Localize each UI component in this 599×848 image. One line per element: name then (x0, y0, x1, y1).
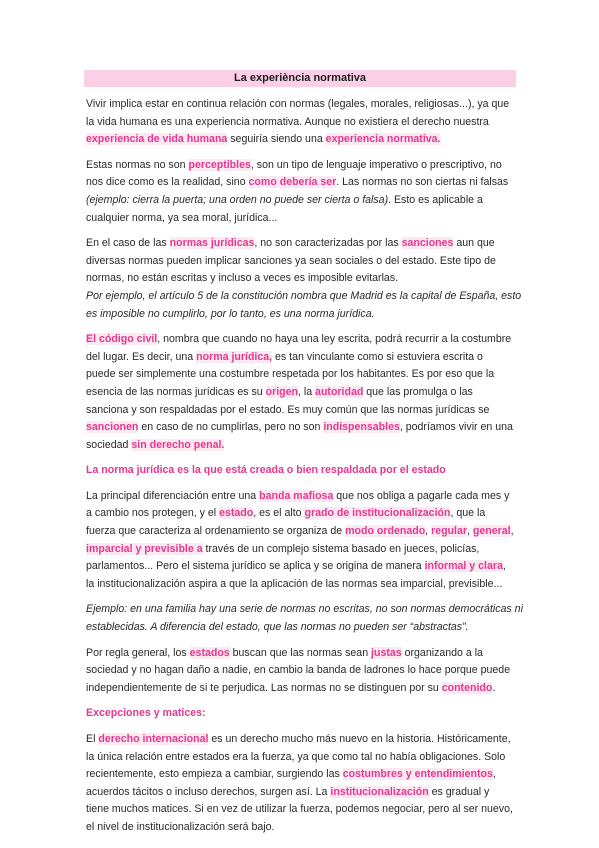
text-line (86, 645, 516, 663)
text-line (86, 766, 516, 784)
text-run: , (492, 768, 496, 781)
text-line (86, 384, 516, 402)
text-line: sociedad y no hagan daño a nadie, en cambio la banda de ladrones lo hace porque puede (86, 664, 511, 677)
text-line (86, 784, 516, 802)
text-line (86, 680, 516, 698)
text-run: recientemente, esto empieza a cambiar, surgiendo las (86, 768, 343, 781)
example-text: establecidas. A diferencia del estado, que las normas no pueden ser “abstractas”. (86, 621, 469, 634)
highlight-term: perceptibles (188, 158, 251, 171)
highlight-term: experiencia normativa. (325, 133, 441, 146)
text-run: independientemente de si te perjudica. Las normas no se distinguen por su (86, 681, 442, 694)
text-line (86, 349, 516, 367)
highlight-term: origen (265, 385, 298, 398)
text-run: , la (297, 385, 316, 398)
text-run: buscan que las normas sean (229, 646, 372, 659)
text-line (86, 157, 516, 175)
example-text: (ejemplo: cierra la puerta; una orden no puede ser cierta o falsa) (86, 193, 389, 206)
example-text: Por ejemplo, el artículo 5 de la constitución nombra que Madrid es la capital de España, esto (86, 289, 522, 302)
highlight-term: norma jurídica, (196, 350, 273, 363)
highlight-term: justas (371, 646, 402, 659)
highlight-term: normas jurídicas (169, 237, 255, 250)
text-run: aun que (453, 237, 495, 250)
text-run: sociedad (86, 438, 132, 451)
highlight-term: imparcial y previsible a (86, 542, 203, 555)
paragraph-derecho-internacional (86, 731, 516, 837)
section-heading: Excepciones y matices: (86, 707, 206, 720)
text-run: , son un tipo de lenguaje imperativo o prescriptivo, no (250, 158, 502, 171)
text-line (86, 192, 516, 210)
text-run: organizando a la (401, 646, 483, 659)
highlight-term: sancionen (86, 421, 139, 434)
text-line (86, 331, 516, 349)
text-run: esencia de las normas jurídicas es su (86, 385, 266, 398)
text-run: , es el alto (253, 507, 305, 520)
text-run: fuerza que caracteriza al ordenamiento se organiza de (86, 525, 346, 538)
highlight-term: experiencia de vida humana (86, 133, 228, 146)
paragraph-perceptibles (86, 157, 516, 227)
text-run: , (466, 525, 473, 538)
highlight-term: estado (219, 507, 254, 520)
text-line: la institucionalización aspira a que la aplicación de las normas sea imparcial, previsible... (86, 577, 503, 590)
text-line (86, 731, 516, 749)
text-run: , no son caracterizadas por las (254, 237, 402, 250)
text-run: En el caso de las (86, 237, 170, 250)
text-line (86, 235, 516, 253)
highlight-term: como debería ser (248, 176, 337, 189)
highlight-term: banda mafiosa (259, 489, 334, 502)
text-line (86, 437, 516, 455)
text-line (86, 488, 516, 506)
text-line: normas, no están escritas y incluso a veces es imposible evitarlas. (86, 272, 399, 285)
highlight-term: regular (431, 525, 467, 538)
highlight-term: contenido (441, 681, 493, 694)
text-line: puede ser simplemente una costumbre respetada por los habitantes. Es por eso que la (86, 368, 495, 381)
paragraph-intro (86, 96, 516, 149)
text-run: es gradual y (428, 785, 490, 798)
text-line (86, 541, 516, 559)
text-line: el nivel de institucionalización será bajo. (86, 820, 275, 833)
text-run: parlamentos... Pero el sistema jurídico se aplica y se origina de manera (86, 560, 425, 573)
text-run: acuerdos tácitos o incluso derechos, surgen así. La (86, 785, 331, 798)
text-line: diversas normas pueden implicar sanciones ya sean sociales o del estado. Este tipo de (86, 254, 496, 267)
text-run: , (510, 525, 514, 538)
highlight-term: modo ordenado (345, 525, 426, 538)
paragraph-normas-juridicas (86, 235, 522, 323)
text-line: Vivir implica estar en continua relación con normas (legales, morales, religiosas...), ya que (86, 98, 510, 110)
text-run: es tan vinculante como si estuviera escrita o (272, 350, 483, 363)
paragraph-codigo-civil (86, 331, 516, 454)
text-run: , (502, 560, 506, 573)
text-line: cualquier norma, ya sea moral, jurídica... (86, 211, 278, 224)
text-run: seguiría siendo una (227, 133, 326, 146)
text-run: en caso de no cumplirlas, pero no son (138, 421, 324, 434)
text-run: . (492, 681, 496, 694)
highlight-term: estados (189, 646, 230, 659)
highlight-term: institucionalización (330, 785, 429, 798)
text-line: tiene muchos matices. Si en vez de utilizar la fuerza, podemos negociar, pero al ser nuevo, (86, 803, 513, 816)
example-text: Ejemplo: en una familia hay una serie de normas no escritas, no son normas democráticas ni (86, 603, 523, 616)
text-run: Estas normas no son (86, 158, 189, 171)
text-run: El (86, 733, 99, 745)
text-run: Por regla general, los (86, 646, 190, 659)
highlight-term: autoridad (315, 385, 364, 398)
document-title: La experiència normativa (84, 70, 516, 87)
highlight-term: indispensables (323, 421, 400, 434)
text-line: la vida humana es una experiencia normativa. Aunque no existiera el derecho nuestra (86, 115, 489, 128)
document-body (86, 96, 523, 837)
text-run: del lugar. Es decir, una (86, 350, 197, 363)
text-line (86, 505, 516, 523)
text-run: , nombra que cuando no haya una ley escrita, podrá recurrir a la costumbre (157, 333, 512, 346)
text-run: a cambio nos protegen, y el (86, 507, 220, 520)
paragraph-ejemplo-familia (86, 601, 523, 636)
text-line (86, 174, 516, 192)
highlight-term: derecho internacional (98, 733, 209, 745)
highlight-term: informal y clara (424, 560, 503, 573)
text-run: , que la (450, 507, 486, 520)
text-line: la única relación entre estados era la fuerza, ya que como tal no había obligaciones. Solo (86, 750, 506, 763)
text-run: La principal diferenciación entre una (86, 489, 260, 502)
text-run: través de un complejo sistema basado en jueces, policías, (202, 542, 480, 555)
paragraph-banda-mafiosa (86, 488, 516, 594)
text-run: , podríamos vivir en una (399, 421, 513, 434)
text-run: que nos obliga a pagarle cada mes y (333, 489, 510, 502)
paragraph-regla-general (86, 645, 516, 698)
text-run: . Las normas no son ciertas ni falsas (336, 176, 509, 189)
text-run: , (425, 525, 432, 538)
highlight-term: grado de institucionalización (304, 507, 451, 520)
highlight-term: El código civil (86, 333, 158, 346)
section-heading: La norma jurídica es la que está creada o bien respaldada por el estado (86, 464, 446, 477)
highlight-term: costumbres y entendimientos (342, 768, 493, 781)
highlight-term: sin derecho penal. (131, 438, 225, 451)
text-line (86, 131, 516, 149)
text-run: es un derecho mucho más nuevo en la historia. Históricamente, (208, 733, 511, 745)
text-run: . Esto es aplicable a (388, 193, 483, 206)
text-line (86, 523, 516, 541)
text-run: que las promulga o las (363, 385, 473, 398)
highlight-term: general (472, 525, 511, 538)
text-line (86, 419, 516, 437)
text-run: nos dice como es la realidad, sino (86, 176, 249, 189)
text-line (86, 558, 516, 576)
text-line: sanciona y son respaldadas por el estado. Es muy común que las normas jurídicas se (86, 403, 490, 416)
highlight-term: sanciones (401, 237, 454, 250)
example-text: es imposible no cumplirlo, por lo tanto, es una norma jurídica. (86, 307, 375, 320)
